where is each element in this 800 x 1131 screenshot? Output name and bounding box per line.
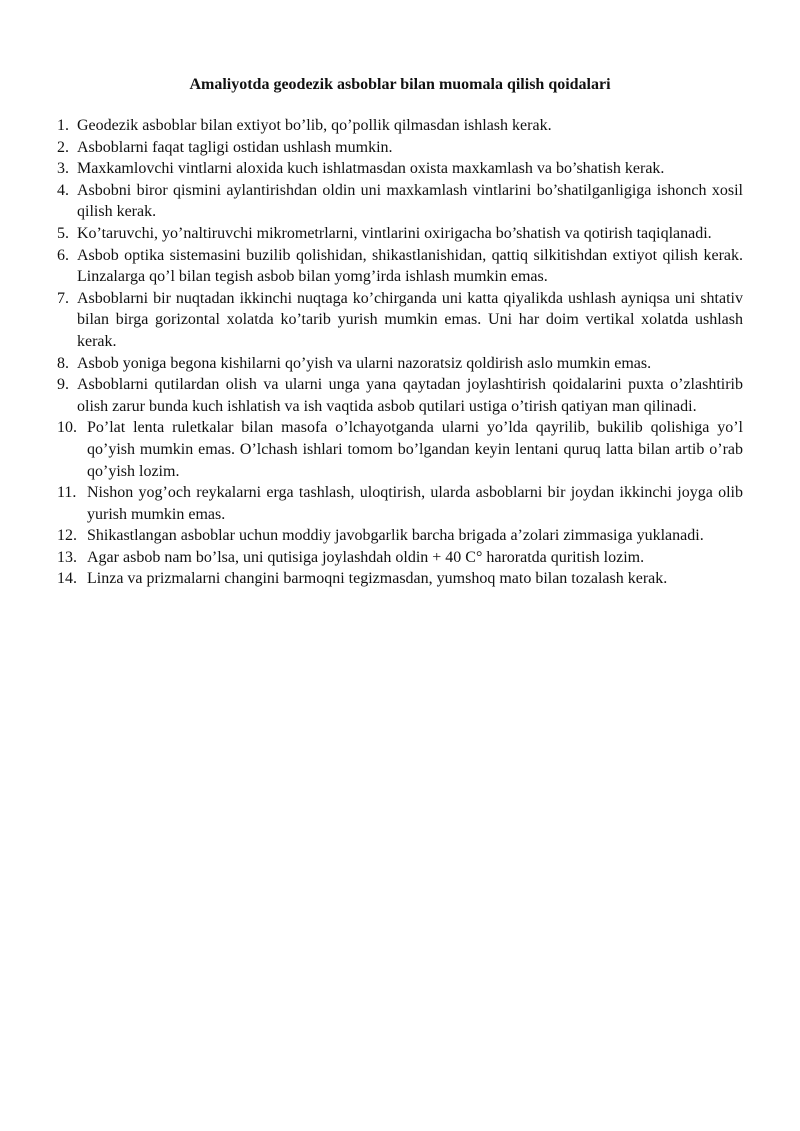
list-number: 5. — [57, 224, 69, 242]
list-item — [57, 158, 743, 180]
document-page — [57, 74, 743, 590]
list-item — [57, 374, 743, 417]
list-item — [57, 288, 743, 353]
list-number: 2. — [57, 138, 69, 156]
list-item — [57, 137, 743, 159]
list-text: Po’lat lenta ruletkalar bilan masofa o’lchayotganda ularni yo’lda qayrilib, bukilib qolishiga yo’l qo’yish mumkin emas. O’lchash ishlari tomom bo’lgandan keyin lentani quruq latta bilan artib o’rab qo’yish lozim. — [87, 419, 743, 480]
list-text: Nishon yog’och reykalarni erga tashlash, uloqtirish, ularda asboblarni bir joydan ikkinchi joyga olib yurish mumkin emas. — [87, 484, 743, 523]
document-title: Amaliyotda geodezik asboblar bilan muomala qilish qoidalari — [189, 76, 611, 93]
list-number: 9. — [57, 376, 69, 394]
list-text: Agar asbob nam bo’lsa, uni qutisiga joylashdah oldin + 40 C° haroratda quritish lozim. — [87, 548, 645, 566]
list-number: 7. — [57, 289, 69, 307]
rules-list — [57, 115, 743, 590]
list-text: Linza va prizmalarni changini barmoqni tegizmasdan, yumshoq mato bilan tozalash kerak. — [87, 570, 668, 588]
list-number: 4. — [57, 181, 69, 199]
list-item — [57, 245, 743, 288]
list-text: Maxkamlovchi vintlarni aloxida kuch ishlatmasdan oxista maxkamlash va bo’shatish kerak. — [77, 160, 665, 178]
list-item — [57, 180, 743, 223]
list-text: Ko’taruvchi, yo’naltiruvchi mikrometrlarni, vintlarini oxirigacha bo’shatish va qotirish taqiqlanadi. — [77, 224, 712, 242]
list-item — [57, 482, 743, 525]
list-item — [57, 568, 743, 590]
list-number: 1. — [57, 117, 69, 134]
list-number: 13. — [57, 548, 77, 566]
list-text: Asboblarni bir nuqtadan ikkinchi nuqtaga ko’chirganda uni katta qiyalikda ushlash ayniqsa uni shtativ bilan birga gorizontal xolatda ko’tarib yurish mumkin emas. Uni har doim vertikal xolatda ushlash kerak. — [77, 289, 743, 350]
list-item — [57, 547, 743, 569]
list-item — [57, 353, 743, 375]
list-item — [57, 417, 743, 482]
list-number: 11. — [57, 484, 77, 502]
list-number: 6. — [57, 246, 69, 264]
list-number: 8. — [57, 354, 69, 372]
list-text: Asbobni biror qismini aylantirishdan oldin uni maxkamlash vintlarini bo’shatilganligiga ishonch xosil qilish kerak. — [77, 181, 743, 221]
list-item — [57, 223, 743, 245]
list-number: 10. — [57, 419, 77, 437]
list-text: Asbob optika sistemasini buzilib qolishidan, shikastlanishidan, qattiq silkitishdan extiyot qilish kerak. Linzalarga qo’l bilan tegish asbob bilan yomg’irda ishlash mumkin emas. — [77, 246, 743, 286]
list-item — [57, 525, 743, 547]
list-text: Shikastlangan asboblar uchun moddiy javobgarlik barcha brigada a’zolari zimmasiga yuklanadi. — [87, 527, 704, 545]
list-number: 12. — [57, 527, 77, 545]
list-item — [57, 115, 743, 137]
list-text: Asbob yoniga begona kishilarni qo’yish va ularni nazoratsiz qoldirish aslo mumkin emas. — [77, 354, 652, 372]
list-number: 3. — [57, 160, 69, 178]
list-text: Asboblarni faqat tagligi ostidan ushlash mumkin. — [77, 138, 393, 156]
list-text: Geodezik asboblar bilan extiyot bo’lib, qo’pollik qilmasdan ishlash kerak. — [77, 117, 552, 134]
list-text: Asboblarni qutilardan olish va ularni unga yana qaytadan joylashtirish qoidalarini puxta o’zlashtirib olish zarur bunda kuch ishlatish va ish vaqtida asbob qutilari ustiga o’tirish qatiyan man qilinadi. — [77, 376, 743, 415]
list-number: 14. — [57, 570, 77, 588]
